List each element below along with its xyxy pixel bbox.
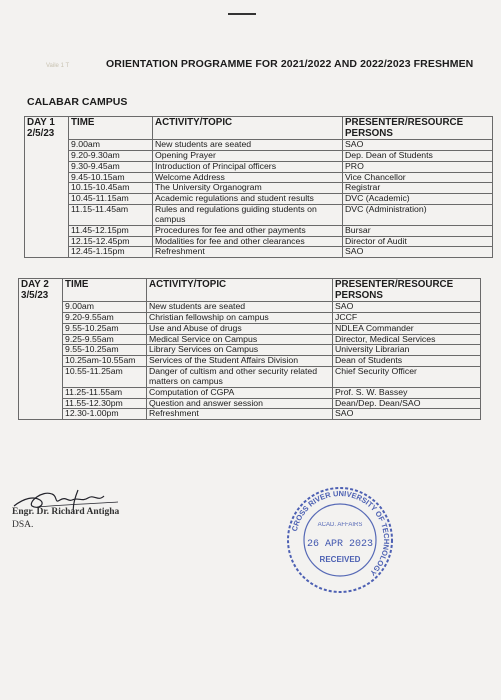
presenter-cell: SAO: [343, 140, 493, 151]
activity-cell: Rules and regulations guiding students on campus: [153, 205, 343, 226]
presenter-cell: SAO: [333, 409, 481, 420]
stamp-outer-text: CROSS RIVER UNIVERSITY OF TECHNOLOGY: [289, 488, 392, 578]
campus-heading: CALABAR CAMPUS: [27, 96, 128, 108]
activity-header: ACTIVITY/TOPIC: [153, 117, 343, 140]
table-row: [19, 323, 481, 334]
signatory-name: Engr. Dr. Richard Antigha: [12, 507, 120, 517]
time-cell: 10.45-11.15am: [69, 194, 153, 205]
day2-schedule-table: [18, 278, 481, 420]
time-cell: 12.30-1.00pm: [63, 409, 147, 420]
day-column-cell: [25, 140, 69, 151]
top-mark: [228, 13, 256, 15]
received-stamp: [284, 484, 396, 596]
time-cell: 10.15-10.45am: [69, 183, 153, 194]
time-cell: 9.20-9.55am: [63, 312, 147, 323]
time-cell: 10.55-11.25am: [63, 367, 147, 388]
faint-header-text: Vaile 1 T: [46, 63, 70, 69]
signatory-title: DSA.: [12, 520, 34, 530]
activity-cell: Introduction of Principal officers: [153, 161, 343, 172]
day-column-cell: [25, 183, 69, 194]
day1-schedule-table: [24, 116, 493, 258]
day-column-cell: [25, 225, 69, 236]
time-cell: 10.25am-10.55am: [63, 356, 147, 367]
table-row: [19, 334, 481, 345]
table-row: [19, 409, 481, 420]
presenter-cell: Registrar: [343, 183, 493, 194]
time-cell: 11.55-12.30pm: [63, 398, 147, 409]
activity-cell: New students are seated: [147, 302, 333, 313]
activity-cell: Services of the Student Affairs Division: [147, 356, 333, 367]
time-cell: 9.20-9.30am: [69, 150, 153, 161]
presenter-cell: Vice Chancellor: [343, 172, 493, 183]
day-column-cell: [25, 194, 69, 205]
day-column-cell: [25, 236, 69, 247]
activity-cell: Medical Service on Campus: [147, 334, 333, 345]
day-column-cell: [25, 172, 69, 183]
day-column-cell: [25, 161, 69, 172]
day-column-cell: [19, 409, 63, 420]
stamp-received: RECEIVED: [319, 555, 361, 564]
presenter-cell: Dean of Students: [333, 356, 481, 367]
presenter-header: PRESENTER/RESOURCE PERSONS: [333, 279, 481, 302]
activity-cell: Danger of cultism and other security related matters on campus: [147, 367, 333, 388]
time-cell: 11.25-11.55am: [63, 387, 147, 398]
day-column-cell: [19, 302, 63, 313]
table-row: [25, 236, 493, 247]
day-column-cell: [25, 247, 69, 258]
table-row: [25, 183, 493, 194]
activity-cell: Use and Abuse of drugs: [147, 323, 333, 334]
table-row: [25, 172, 493, 183]
activity-header: ACTIVITY/TOPIC: [147, 279, 333, 302]
activity-cell: Modalities for fee and other clearances: [153, 236, 343, 247]
presenter-cell: JCCF: [333, 312, 481, 323]
time-cell: 12.15-12.45pm: [69, 236, 153, 247]
activity-cell: Opening Prayer: [153, 150, 343, 161]
stamp-date: 26 APR 2023: [306, 539, 374, 550]
activity-cell: Question and answer session: [147, 398, 333, 409]
table-row: [19, 312, 481, 323]
page-title: ORIENTATION PROGRAMME FOR 2021/2022 AND 2022/2023 FRESHMEN: [106, 58, 474, 70]
table-row: [19, 345, 481, 356]
day-column-cell: [19, 345, 63, 356]
time-cell: 9.45-10.15am: [69, 172, 153, 183]
day-column-cell: [19, 387, 63, 398]
time-cell: 11.15-11.45am: [69, 205, 153, 226]
day-column-cell: [19, 398, 63, 409]
time-cell: 12.45-1.15pm: [69, 247, 153, 258]
time-cell: 9.55-10.25am: [63, 323, 147, 334]
presenter-cell: SAO: [343, 247, 493, 258]
table-row: [25, 205, 493, 226]
day-column-cell: [19, 312, 63, 323]
day-column-cell: [19, 323, 63, 334]
presenter-cell: PRO: [343, 161, 493, 172]
day-column-cell: [25, 150, 69, 161]
day-date-header: DAY 1 2/5/23: [25, 117, 69, 140]
presenter-cell: DVC (Administration): [343, 205, 493, 226]
time-header: TIME: [69, 117, 153, 140]
table-row: [19, 367, 481, 388]
table-row: [25, 150, 493, 161]
presenter-cell: Director of Audit: [343, 236, 493, 247]
day-column-cell: [19, 367, 63, 388]
presenter-cell: Prof. S. W. Bassey: [333, 387, 481, 398]
table-row: [25, 161, 493, 172]
presenter-cell: NDLEA Commander: [333, 323, 481, 334]
presenter-cell: Chief Security Officer: [333, 367, 481, 388]
table-header-row: [25, 117, 493, 140]
time-header: TIME: [63, 279, 147, 302]
table-row: [25, 247, 493, 258]
table-row: [25, 225, 493, 236]
table-row: [19, 302, 481, 313]
activity-cell: New students are seated: [153, 140, 343, 151]
day-column-cell: [19, 334, 63, 345]
day2-table-body: [19, 279, 481, 420]
table-header-row: [19, 279, 481, 302]
activity-cell: The University Organogram: [153, 183, 343, 194]
time-cell: 9.55-10.25am: [63, 345, 147, 356]
table-row: [19, 398, 481, 409]
presenter-cell: Director, Medical Services: [333, 334, 481, 345]
activity-cell: Library Services on Campus: [147, 345, 333, 356]
activity-cell: Computation of CGPA: [147, 387, 333, 398]
presenter-cell: Bursar: [343, 225, 493, 236]
presenter-cell: DVC (Academic): [343, 194, 493, 205]
presenter-cell: Dean/Dep. Dean/SAO: [333, 398, 481, 409]
table-row: [25, 140, 493, 151]
time-cell: 11.45-12.15pm: [69, 225, 153, 236]
time-cell: 9.25-9.55am: [63, 334, 147, 345]
activity-cell: Refreshment: [153, 247, 343, 258]
presenter-cell: Dep. Dean of Students: [343, 150, 493, 161]
activity-cell: Welcome Address: [153, 172, 343, 183]
time-cell: 9.00am: [69, 140, 153, 151]
activity-cell: Christian fellowship on campus: [147, 312, 333, 323]
activity-cell: Refreshment: [147, 409, 333, 420]
day1-table-body: [25, 117, 493, 258]
day-column-cell: [19, 356, 63, 367]
table-row: [19, 356, 481, 367]
time-cell: 9.30-9.45am: [69, 161, 153, 172]
stamp-inner-text: ACAD. AFFAIRS: [317, 522, 363, 528]
table-row: [19, 387, 481, 398]
table-row: [25, 194, 493, 205]
presenter-header: PRESENTER/RESOURCE PERSONS: [343, 117, 493, 140]
day-column-cell: [25, 205, 69, 226]
day-date-header: DAY 2 3/5/23: [19, 279, 63, 302]
presenter-cell: SAO: [333, 302, 481, 313]
time-cell: 9.00am: [63, 302, 147, 313]
activity-cell: Procedures for fee and other payments: [153, 225, 343, 236]
activity-cell: Academic regulations and student results: [153, 194, 343, 205]
presenter-cell: University Librarian: [333, 345, 481, 356]
